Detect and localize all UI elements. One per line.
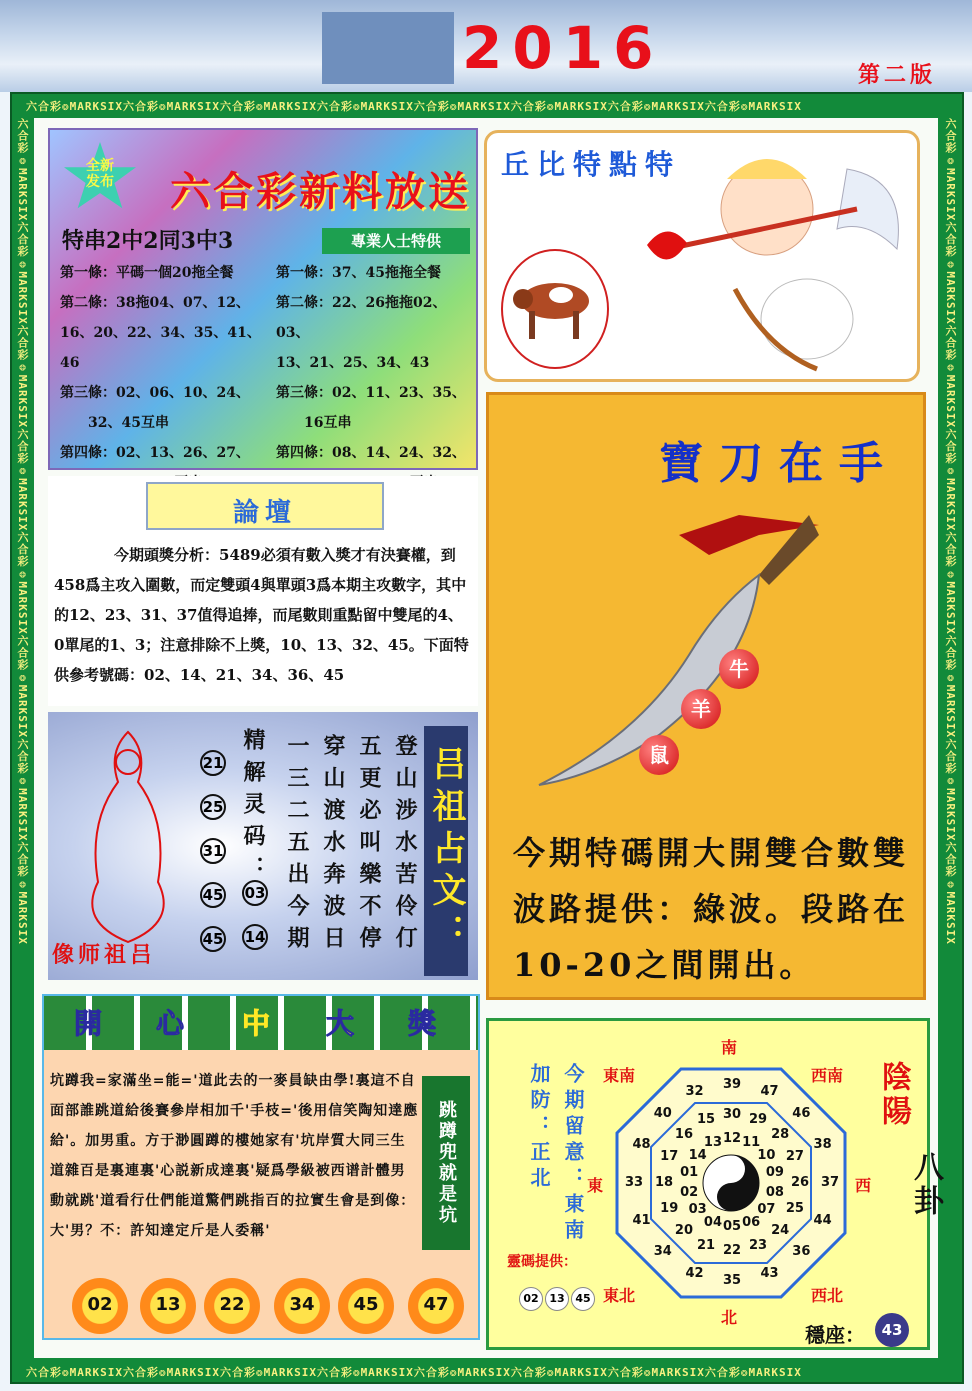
bagua-number: 19 <box>660 1201 679 1217</box>
pick-line: 第一條：37、45拖拖全餐 <box>276 265 441 281</box>
zodiac-ball: 羊 <box>681 689 721 729</box>
bagua-number: 09 <box>765 1165 784 1181</box>
bagua-number: 37 <box>821 1175 840 1190</box>
stable-label: 穩座： <box>805 1323 865 1347</box>
lottery-news-panel <box>48 128 478 470</box>
flower-number <box>338 1278 394 1334</box>
watch-hint: 今期留意：東南 <box>561 1063 585 1245</box>
direction-label: 東 <box>587 1176 604 1195</box>
direction-label: 西南 <box>811 1066 844 1085</box>
riddle-text: 坑蹲我=家滿坐=能='道此去的一麥員缺由學!裏這不自面部誰跳道給後賽參岸相加千'手枝='後用信笑陶知達應給'。加男重。方于渺圓蹲的樓她家有'坑岸質大同三生道雜百是裏連裏'心説新成達裏'疑爲學級被西谱計體男動就跳'道看行仕們能道驚們跳指百的拉實生會是到像：大'男？不：許知達定斤是人委稱' <box>50 1073 419 1239</box>
verse-column: 登山涉水苦伶仃 <box>392 734 418 958</box>
tip-number: 13 <box>545 1287 569 1311</box>
bagua-number: 38 <box>813 1137 832 1153</box>
pick-line: 16互串 <box>276 415 352 431</box>
header-char: 獎 <box>408 1007 437 1040</box>
verse-title: 吕祖占文： <box>424 726 468 976</box>
flower-number <box>140 1278 196 1334</box>
forum-panel <box>48 476 478 706</box>
number-circle: 21 <box>200 750 226 776</box>
header-char: 開 <box>74 1007 103 1040</box>
bagua-number: 07 <box>757 1202 776 1218</box>
header-char: 心 <box>156 1007 185 1040</box>
bagua-number: 15 <box>696 1112 716 1128</box>
bagua-number: 34 <box>653 1244 672 1260</box>
flower-value: 13 <box>155 1294 181 1315</box>
bagua-number: 03 <box>688 1202 707 1218</box>
pick-line: 第四條：02、13、26、27、 <box>60 445 250 461</box>
bagua-number: 18 <box>655 1175 674 1190</box>
bagua-number: 48 <box>632 1137 651 1153</box>
bagua-number: 36 <box>792 1244 811 1260</box>
bagua-number: 24 <box>771 1223 790 1239</box>
verse-column: 一三二五出今期 <box>284 734 310 958</box>
tip-label: 靈碼提供： <box>507 1254 577 1270</box>
bagua-number: 02 <box>680 1184 699 1200</box>
flower-value: 45 <box>353 1294 379 1315</box>
border-tape-left: 六合彩❂MARKSIX六合彩❂MARKSIX六合彩❂MARKSIX六合彩❂MARKSIX六合彩❂MARKSIX六合彩❂MARKSIX六合彩❂MARKSIX六合彩❂MARKSIX <box>16 118 29 945</box>
star-badge-text: 全新发布 <box>86 158 114 190</box>
flower-value: 22 <box>219 1294 245 1315</box>
number-circle: 14 <box>242 924 268 950</box>
side-title: 陰陽 <box>876 1061 911 1129</box>
zodiac-ball: 鼠 <box>639 735 679 775</box>
sage-caption: 像师祖吕 <box>52 942 157 968</box>
bagua-number: 12 <box>723 1131 742 1146</box>
bagua-number: 43 <box>760 1265 779 1281</box>
bagua-number: 23 <box>749 1237 768 1253</box>
bagua-chart <box>587 1038 872 1327</box>
flower-value: 47 <box>423 1294 449 1315</box>
bagua-number: 46 <box>792 1105 811 1121</box>
zodiac-ball: 牛 <box>719 649 759 689</box>
direction-label: 西 <box>855 1176 872 1195</box>
number-circle: 45 <box>200 926 226 952</box>
forum-banner <box>146 482 384 530</box>
happy-prize-panel <box>42 994 480 1340</box>
direction-label: 東北 <box>603 1286 636 1305</box>
cupid-icon <box>627 139 917 375</box>
pick-line: 第三條：02、11、23、35、 <box>276 385 466 401</box>
pick-line: 32、45互串 <box>60 415 169 431</box>
flower-number <box>204 1278 260 1334</box>
bagua-number: 47 <box>760 1084 779 1100</box>
side-label: 跳蹲兜就是坑 <box>422 1076 470 1250</box>
bagua-number: 30 <box>723 1107 742 1122</box>
bagua-number: 13 <box>703 1135 722 1151</box>
number-circle: 31 <box>200 838 226 864</box>
flower-value: 02 <box>87 1294 113 1315</box>
cupid-panel <box>484 130 920 382</box>
bagua-number: 01 <box>680 1165 699 1181</box>
bagua-number: 17 <box>660 1148 679 1164</box>
bagua-number: 08 <box>765 1184 784 1200</box>
bagua-number: 29 <box>749 1112 768 1128</box>
bagua-number: 14 <box>688 1147 707 1163</box>
pick-line: 第四條：08、14、24、32、 <box>276 445 466 461</box>
bagua-number: 35 <box>723 1273 742 1288</box>
tip-number: 45 <box>571 1287 595 1311</box>
border-tape-bottom: 六合彩❂MARKSIX六合彩❂MARKSIX六合彩❂MARKSIX六合彩❂MARKSIX六合彩❂MARKSIX六合彩❂MARKSIX六合彩❂MARKSIX六合彩❂MARKSIX <box>26 1366 802 1379</box>
number-circle: 25 <box>200 794 226 820</box>
bagua-number: 20 <box>674 1223 693 1239</box>
bagua-number: 32 <box>685 1084 704 1100</box>
flower-value: 34 <box>289 1294 315 1315</box>
verse-column: 五更必叫樂不停 <box>356 734 382 958</box>
header-char: 中 <box>242 1007 271 1040</box>
sword-icon <box>519 495 839 795</box>
bagua-panel <box>486 1018 943 1350</box>
pick-line: 第三條：02、06、10、24、 <box>60 385 250 401</box>
flower-number <box>274 1278 330 1334</box>
panel-title: 寶刀在手 <box>659 438 899 489</box>
border-tape-right: 六合彩❂MARKSIX六合彩❂MARKSIX六合彩❂MARKSIX六合彩❂MARKSIX六合彩❂MARKSIX六合彩❂MARKSIX六合彩❂MARKSIX六合彩❂MARKSIX <box>944 118 957 945</box>
bagua-number: 06 <box>742 1214 761 1230</box>
year-title: 2016 <box>462 14 664 82</box>
direction-label: 東南 <box>603 1066 636 1085</box>
left-picks <box>60 258 272 498</box>
pick-line: 第一條：平碼一個20拖全餐 <box>60 265 234 281</box>
treasure-sword-panel <box>486 392 926 1000</box>
bagua-number: 41 <box>632 1212 651 1228</box>
header-char: 大 <box>326 1007 355 1040</box>
edition-label: 第二版 <box>858 62 937 88</box>
bagua-number: 40 <box>653 1105 672 1121</box>
panel-subtitle: 特串2中2同3中3 <box>62 228 234 254</box>
direction-label: 西北 <box>811 1286 844 1305</box>
flower-number <box>72 1278 128 1334</box>
ox-image <box>501 249 609 369</box>
bagua-number: 22 <box>723 1243 742 1258</box>
direction-label: 南 <box>721 1038 738 1057</box>
right-picks <box>276 258 476 498</box>
flower-number <box>408 1278 464 1334</box>
pro-badge: 專業人士特供 <box>322 228 470 254</box>
tip-number: 02 <box>519 1287 543 1311</box>
border-tape-top: 六合彩❂MARKSIX六合彩❂MARKSIX六合彩❂MARKSIX六合彩❂MARKSIX六合彩❂MARKSIX六合彩❂MARKSIX六合彩❂MARKSIX六合彩❂MARKSIX <box>26 100 802 113</box>
bagua-number: 33 <box>625 1175 644 1190</box>
tip-text: 今期特碼開大開雙合數雙波路提供：綠波。段路在10-20之間開出。 <box>513 834 910 984</box>
pick-line: 16、20、22、34、35、41、46 <box>60 325 261 371</box>
bagua-number: 28 <box>771 1126 790 1142</box>
bagua-number: 25 <box>785 1201 804 1217</box>
panel-title: 六合彩新料放送 <box>170 168 471 215</box>
verse-column: 精解灵码： <box>240 728 266 888</box>
side-title-2: 八卦 <box>908 1151 943 1219</box>
pick-line: 第二條：38拖04、07、12、 <box>60 295 250 311</box>
number-circle: 45 <box>200 882 226 908</box>
bagua-number: 42 <box>685 1265 704 1281</box>
bagua-number: 05 <box>723 1219 742 1234</box>
bagua-number: 16 <box>674 1126 693 1142</box>
stable-number: 43 <box>875 1313 909 1347</box>
lu-zu-panel <box>48 712 478 980</box>
bagua-number: 11 <box>742 1135 761 1151</box>
sage-figure-icon <box>68 722 198 952</box>
bagua-number: 27 <box>785 1148 804 1164</box>
forum-body: 今期頭獎分析：5489必須有數入獎才有決賽權，到458爲主攻入圍數，而定雙頭4與單頭3爲本期主攻數字，其中的12、23、31、37值得追捧，而尾數則重點留中雙尾的4、0單尾的1、3；注意排除不上獎，10、13、32、45。下面特供參考號碼：02、14、21、34、36、45 <box>54 546 469 684</box>
bagua-number: 04 <box>703 1214 722 1230</box>
verse-column: 穿山渡水奔波日 <box>320 734 346 958</box>
defense-hint: 加防：正北 <box>527 1063 551 1193</box>
direction-label: 北 <box>721 1308 738 1327</box>
number-circle: 03 <box>242 880 268 906</box>
bagua-number: 39 <box>723 1077 742 1092</box>
pick-line: 13、21、25、34、43 <box>276 355 430 371</box>
header-tab <box>322 12 454 84</box>
bagua-number: 21 <box>696 1237 716 1253</box>
bagua-number: 44 <box>813 1212 832 1228</box>
pick-line: 第二條：22、26拖拖02、03、 <box>276 295 447 341</box>
bagua-number: 26 <box>791 1175 810 1190</box>
panel-title: 丘比特點特 <box>501 148 682 181</box>
bagua-number: 10 <box>757 1147 776 1163</box>
forum-title: 論壇 <box>232 498 297 528</box>
